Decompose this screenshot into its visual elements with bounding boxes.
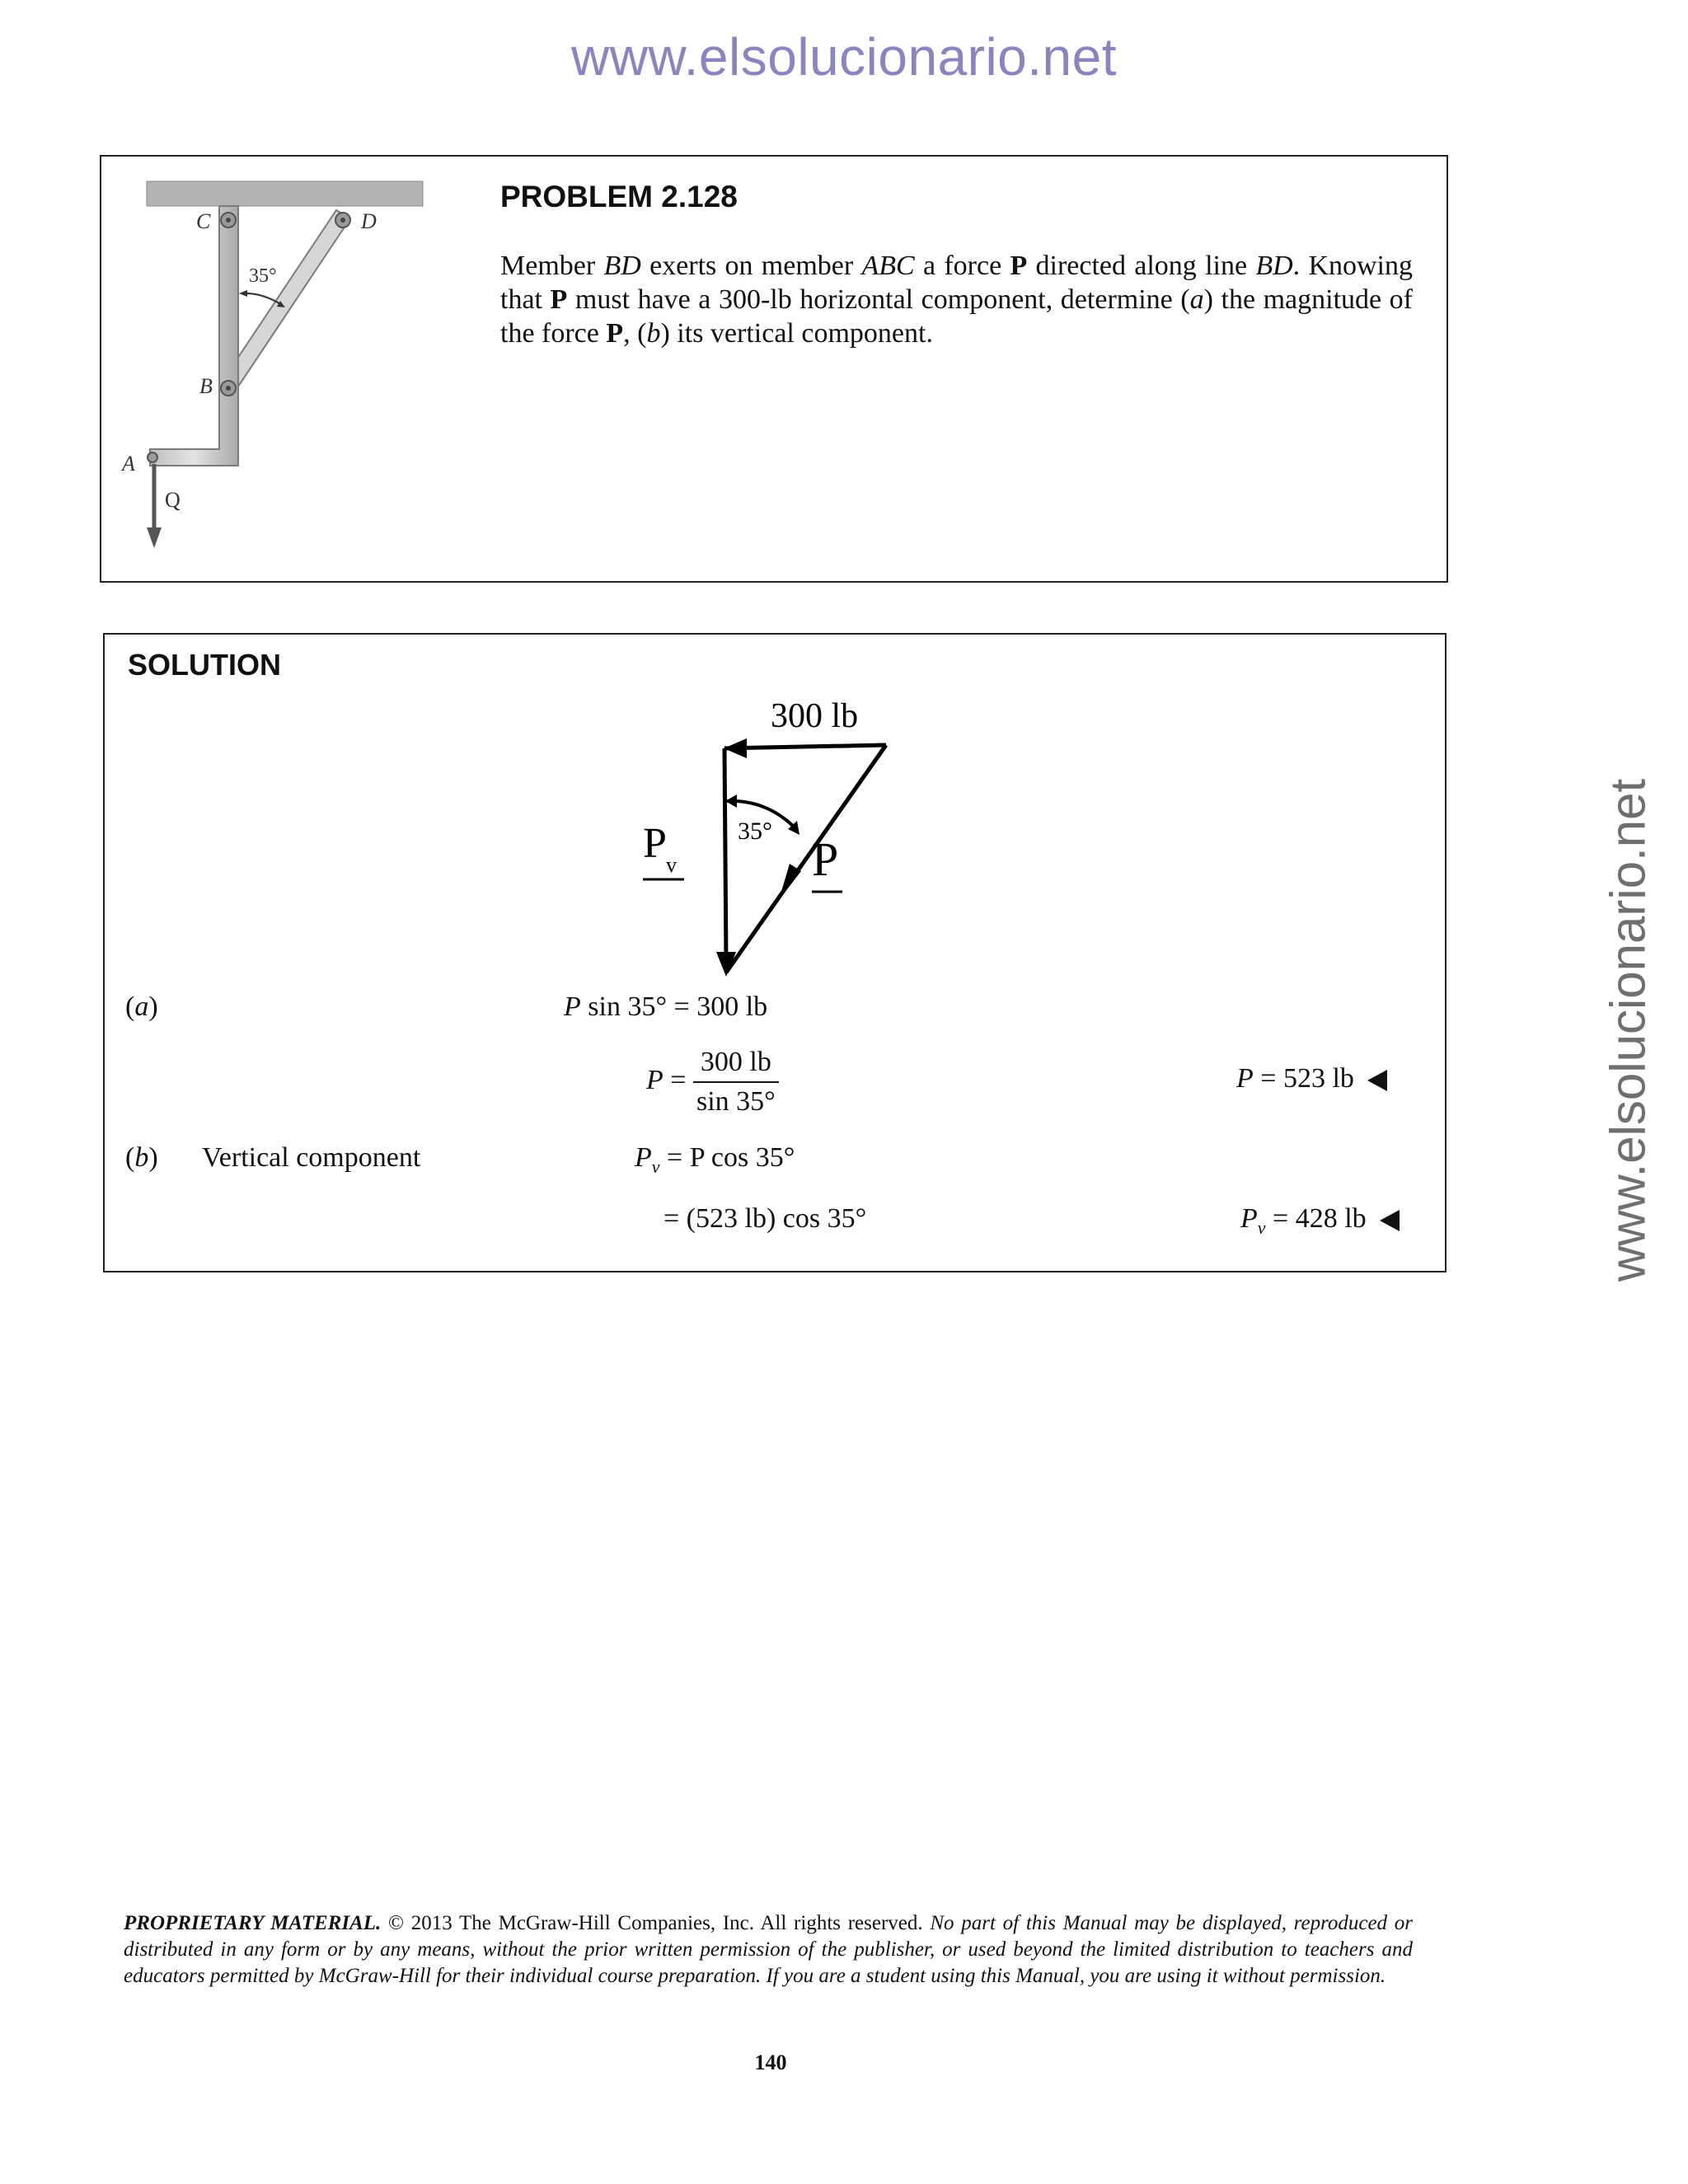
answer-marker-icon: [1380, 1210, 1400, 1231]
horizontal-component-line: [724, 745, 886, 748]
sketch-label-pv-sub: v: [666, 853, 677, 877]
part-a-eq1: P sin 35° = 300 lb: [564, 991, 768, 1022]
label-c: C: [196, 209, 211, 233]
footer-notice: PROPRIETARY MATERIAL. © 2013 The McGraw-Hill Companies, Inc. All rights reserved. No part of this Manual may be displayed, reproduced or distributed in any form or by any means, without the prior written permission of the publisher, or used beyond the limited distribution to teachers and educators permitted by McGraw-Hill for their individual course preparation. If you are a student using this Manual, you are using it without permission.: [124, 1912, 1414, 1987]
problem-figure: [115, 169, 445, 548]
pin-a: [148, 452, 157, 462]
part-a-label: (a): [125, 991, 158, 1022]
part-b-eq1: $P_v = P$ cos 35°: [635, 1142, 795, 1177]
sketch-label-35deg: 35°: [738, 818, 772, 845]
label-angle: 35°: [249, 265, 277, 287]
label-a: A: [122, 452, 135, 476]
member-abc: [150, 206, 238, 466]
force-p-line: [726, 745, 886, 972]
part-b-answer: $P_v = 428$ lb: [1240, 1203, 1400, 1239]
watermark-side: www.elsolucionario.net: [1600, 778, 1656, 1282]
sketch-label-p: P: [812, 832, 839, 886]
label-q: Q: [165, 488, 181, 512]
vertical-component-line: [724, 748, 726, 964]
watermark-top: www.elsolucionario.net: [571, 27, 1117, 87]
force-triangle-sketch: [626, 684, 940, 989]
part-a-eq2: P = $\frac{300 lb}{\sin 35^\circ}$: [646, 1047, 779, 1118]
part-b-eq2: = (523 lb) cos 35°: [663, 1203, 867, 1234]
label-b: B: [199, 374, 213, 398]
page-number: 140: [754, 2050, 787, 2074]
problem-title: PROBLEM 2.128: [500, 180, 738, 213]
answer-marker-icon: [1367, 1070, 1387, 1091]
label-d: D: [361, 209, 377, 233]
arrowhead-force: [779, 864, 801, 900]
sketch-label-pv: P: [643, 820, 667, 867]
ceiling-support: [147, 181, 423, 206]
part-b-label: (b): [125, 1142, 158, 1173]
solution-title: SOLUTION: [128, 648, 281, 682]
sketch-label-300lb: 300 lb: [771, 697, 859, 735]
part-b-desc: Vertical component: [202, 1142, 421, 1173]
member-bd: [221, 210, 350, 391]
problem-statement: Member BD exerts on member ABC a force P directed along line BD. Knowing that P must have a 300-lb horizontal component, determine (a) the magnitude of the force P, (b) its vertical component.: [500, 251, 1414, 349]
arrowhead-horizontal: [724, 738, 747, 758]
part-a-answer: P = 523 lb: [1236, 1063, 1387, 1094]
